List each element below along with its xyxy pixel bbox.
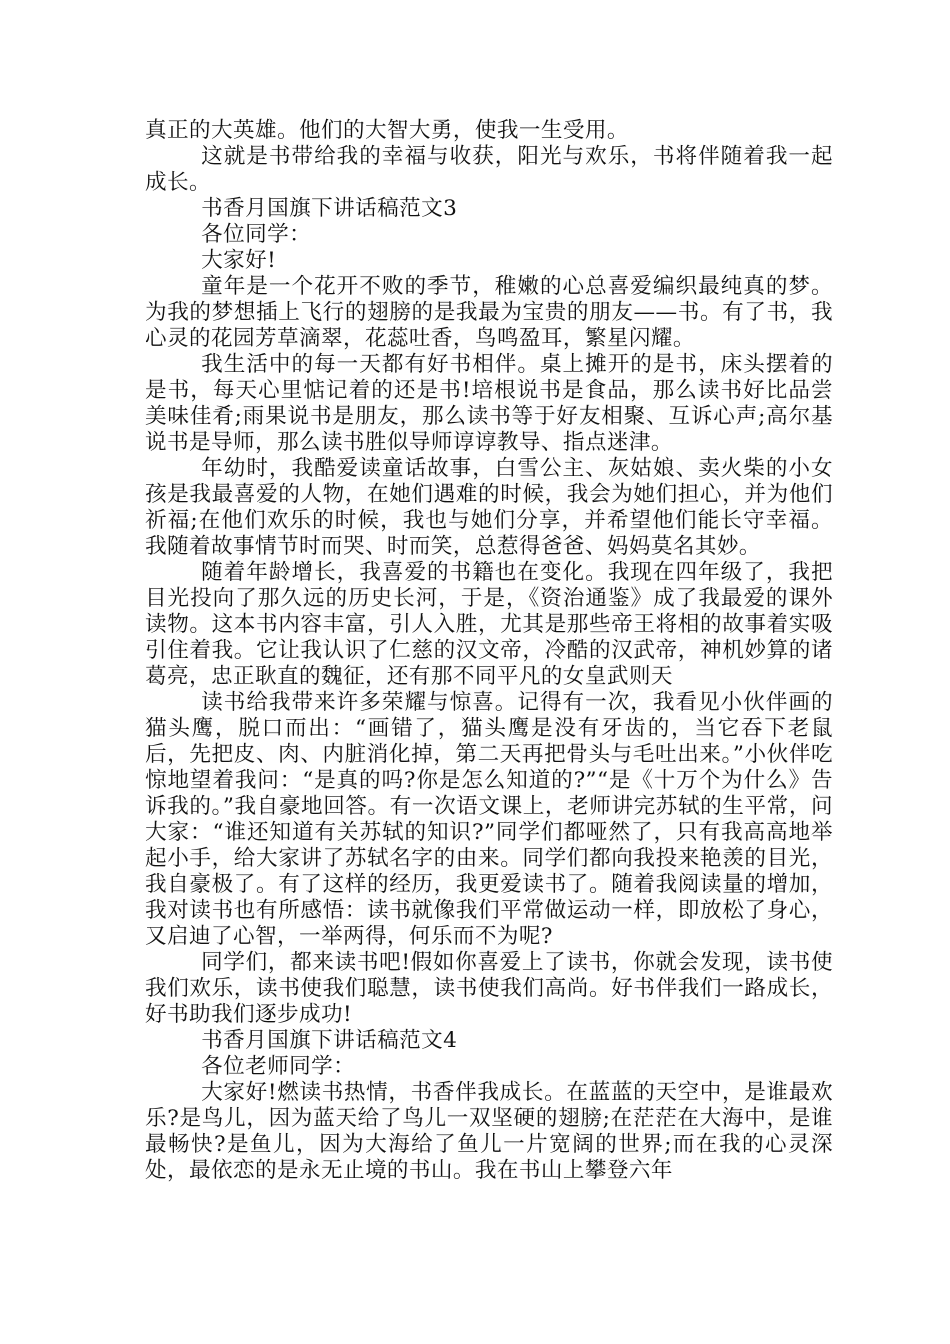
paragraph: 随着年龄增长，我喜爱的书籍也在变化。我现在四年级了，我把目光投向了那久远的历史长河，于是，《资治通鉴》成了我最爱的课外读物。这本书内容丰富，引人入胜，尤其是那些帝王将相的故事着实吸引住着我。它让我认识了仁慈的汉文帝，冷酷的汉武帝，神机妙算的诸葛亮，忠正耿直的魏征，还有那不同平凡的女皇武则天 bbox=[145, 560, 833, 689]
paragraph: 年幼时，我酷爱读童话故事，白雪公主、灰姑娘、卖火柴的小女孩是我最喜爱的人物，在她们遇难的时候，我会为她们担心，并为他们祈福;在他们欢乐的时候，我也与她们分享，并希望他们能长守幸福。我随着故事情节时而哭、时而笑，总惹得爸爸、妈妈莫名其妙。 bbox=[145, 456, 833, 559]
paragraph: 这就是书带给我的幸福与收获，阳光与欢乐，书将伴随着我一起成长。 bbox=[145, 144, 833, 195]
paragraph: 大家好!燃读书热情，书香伴我成长。在蓝蓝的天空中，是谁最欢乐?是鸟儿，因为蓝天给了鸟儿一双坚硬的翅膀;在茫茫在大海中，是谁最畅快?是鱼儿，因为大海给了鱼儿一片宽阔的世界;而在我的心灵深处，最依恋的是永无止境的书山。我在书山上攀登六年 bbox=[145, 1080, 833, 1183]
section-heading: 书香月国旗下讲话稿范文4 bbox=[201, 1028, 458, 1053]
paragraph: 同学们，都来读书吧!假如你喜爱上了读书，你就会发现，读书使我们欢乐，读书使我们聪慧，读书使我们高尚。好书伴我们一路成长，好书助我们逐步成功! bbox=[145, 950, 833, 1027]
paragraph: 我生活中的每一天都有好书相伴。桌上摊开的是书，床头摆着的是书，每天心里惦记着的还是书!培根说书是食品，那么读书好比品尝美味佳肴;雨果说书是朋友，那么读书等于好友相聚、互诉心声;高尔基说书是导师，那么读书胜似导师谆谆教导、指点迷津。 bbox=[145, 352, 833, 455]
salutation: 各位同学： bbox=[201, 222, 312, 247]
salutation: 各位老师同学： bbox=[201, 1054, 356, 1079]
greeting: 大家好! bbox=[201, 248, 277, 273]
document-body bbox=[145, 118, 833, 1184]
paragraph: 童年是一个花开不败的季节，稚嫩的心总喜爱编织最纯真的梦。为我的梦想插上飞行的翅膀的是我最为宝贵的朋友——书。有了书，我心灵的花园芳草滴翠，花蕊吐香，鸟鸣盈耳，繁星闪耀。 bbox=[145, 274, 833, 351]
paragraph: 读书给我带来许多荣耀与惊喜。记得有一次，我看见小伙伴画的猫头鹰，脱口而出：“画错了，猫头鹰是没有牙齿的，当它吞下老鼠后，先把皮、肉、内脏消化掉，第二天再把骨头与毛吐出来。”小伙伴吃惊地望着我问：“是真的吗?你是怎么知道的?”“是《十万个为什么》告诉我的。”我自豪地回答。有一次语文课上，老师讲完苏轼的生平常，问大家：“谁还知道有关苏轼的知识?”同学们都哑然了，只有我高高地举起小手，给大家讲了苏轼名字的由来。同学们都向我投来艳羡的目光，我自豪极了。有了这样的经历，我更爱读书了。随着我阅读量的增加，我对读书也有所感悟：读书就像我们平常做运动一样，即放松了身心，又启迪了心智，一举两得，何乐而不为呢? bbox=[145, 690, 833, 949]
paragraph: 真正的大英雄。他们的大智大勇，使我一生受用。 bbox=[145, 118, 629, 143]
section-heading: 书香月国旗下讲话稿范文3 bbox=[201, 196, 458, 221]
